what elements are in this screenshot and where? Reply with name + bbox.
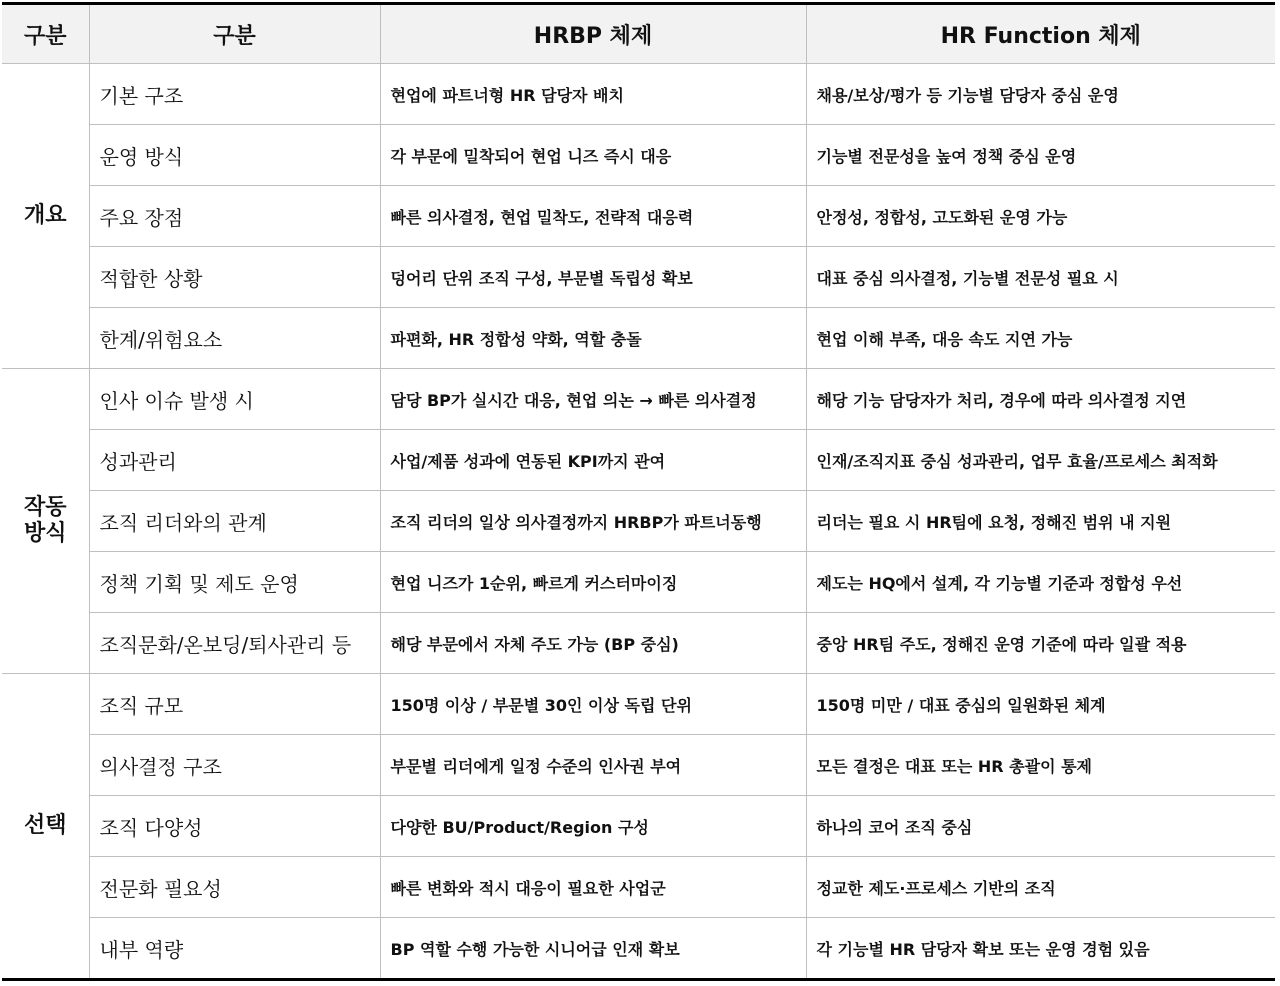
hrbp-description: 담당 BP가 실시간 대응, 현업 의논 → 빠른 의사결정	[380, 369, 806, 430]
header-function: HR Function 체제	[806, 4, 1275, 64]
table-row	[2, 796, 1275, 857]
function-description: 하나의 코어 조직 중심	[806, 796, 1275, 857]
row-item-label: 조직문화/온보딩/퇴사관리 등	[89, 613, 380, 674]
hrbp-description: 덩어리 단위 조직 구성, 부문별 독립성 확보	[380, 247, 806, 308]
function-description: 해당 기능 담당자가 처리, 경우에 따라 의사결정 지연	[806, 369, 1275, 430]
table-row	[2, 186, 1275, 247]
row-item-label: 한계/위험요소	[89, 308, 380, 369]
function-description: 중앙 HR팀 주도, 정해진 운영 기준에 따라 일괄 적용	[806, 613, 1275, 674]
table-row	[2, 552, 1275, 613]
function-description: 150명 미만 / 대표 중심의 일원화된 체계	[806, 674, 1275, 735]
table-row	[2, 369, 1275, 430]
table-row	[2, 491, 1275, 552]
hrbp-description: 파편화, HR 정합성 약화, 역할 충돌	[380, 308, 806, 369]
table-row	[2, 735, 1275, 796]
function-description: 인재/조직지표 중심 성과관리, 업무 효율/프로세스 최적화	[806, 430, 1275, 491]
header-hrbp: HRBP 체제	[380, 4, 806, 64]
hrbp-description: 사업/제품 성과에 연동된 KPI까지 관여	[380, 430, 806, 491]
header-row	[2, 4, 1275, 64]
table-row	[2, 918, 1275, 980]
hrbp-description: BP 역할 수행 가능한 시니어급 인재 확보	[380, 918, 806, 980]
section-label: 작동 방식	[2, 369, 89, 674]
hrbp-description: 조직 리더의 일상 의사결정까지 HRBP가 파트너동행	[380, 491, 806, 552]
row-item-label: 주요 장점	[89, 186, 380, 247]
hrbp-description: 부문별 리더에게 일정 수준의 인사권 부여	[380, 735, 806, 796]
table-row	[2, 308, 1275, 369]
function-description: 안정성, 정합성, 고도화된 운영 가능	[806, 186, 1275, 247]
function-description: 현업 이해 부족, 대응 속도 지연 가능	[806, 308, 1275, 369]
row-item-label: 운영 방식	[89, 125, 380, 186]
table-row	[2, 430, 1275, 491]
row-item-label: 조직 리더와의 관계	[89, 491, 380, 552]
function-description: 채용/보상/평가 등 기능별 담당자 중심 운영	[806, 64, 1275, 125]
hrbp-description: 150명 이상 / 부문별 30인 이상 독립 단위	[380, 674, 806, 735]
row-item-label: 의사결정 구조	[89, 735, 380, 796]
row-item-label: 정책 기획 및 제도 운영	[89, 552, 380, 613]
row-item-label: 전문화 필요성	[89, 857, 380, 918]
row-item-label: 적합한 상황	[89, 247, 380, 308]
table-row	[2, 125, 1275, 186]
header-group: 구분	[2, 4, 89, 64]
hrbp-description: 빠른 변화와 적시 대응이 필요한 사업군	[380, 857, 806, 918]
function-description: 각 기능별 HR 담당자 확보 또는 운영 경험 있음	[806, 918, 1275, 980]
row-item-label: 내부 역량	[89, 918, 380, 980]
table-row	[2, 247, 1275, 308]
row-item-label: 인사 이슈 발생 시	[89, 369, 380, 430]
table-row	[2, 674, 1275, 735]
row-item-label: 성과관리	[89, 430, 380, 491]
row-item-label: 조직 다양성	[89, 796, 380, 857]
hrbp-description: 다양한 BU/Product/Region 구성	[380, 796, 806, 857]
hrbp-description: 현업 니즈가 1순위, 빠르게 커스터마이징	[380, 552, 806, 613]
hrbp-description: 해당 부문에서 자체 주도 가능 (BP 중심)	[380, 613, 806, 674]
function-description: 정교한 제도·프로세스 기반의 조직	[806, 857, 1275, 918]
hrbp-description: 빠른 의사결정, 현업 밀착도, 전략적 대응력	[380, 186, 806, 247]
row-item-label: 기본 구조	[89, 64, 380, 125]
section-label: 개요	[2, 64, 89, 369]
table-body	[2, 64, 1275, 980]
hr-model-comparison-table	[2, 2, 1275, 981]
comparison-table-container	[2, 2, 1275, 981]
table-row	[2, 613, 1275, 674]
table-row	[2, 64, 1275, 125]
function-description: 제도는 HQ에서 설계, 각 기능별 기준과 정합성 우선	[806, 552, 1275, 613]
section-label: 선택	[2, 674, 89, 980]
table-row	[2, 857, 1275, 918]
function-description: 리더는 필요 시 HR팀에 요청, 정해진 범위 내 지원	[806, 491, 1275, 552]
function-description: 대표 중심 의사결정, 기능별 전문성 필요 시	[806, 247, 1275, 308]
function-description: 기능별 전문성을 높여 정책 중심 운영	[806, 125, 1275, 186]
table-header	[2, 4, 1275, 64]
header-item: 구분	[89, 4, 380, 64]
hrbp-description: 각 부문에 밀착되어 현업 니즈 즉시 대응	[380, 125, 806, 186]
hrbp-description: 현업에 파트너형 HR 담당자 배치	[380, 64, 806, 125]
row-item-label: 조직 규모	[89, 674, 380, 735]
function-description: 모든 결정은 대표 또는 HR 총괄이 통제	[806, 735, 1275, 796]
